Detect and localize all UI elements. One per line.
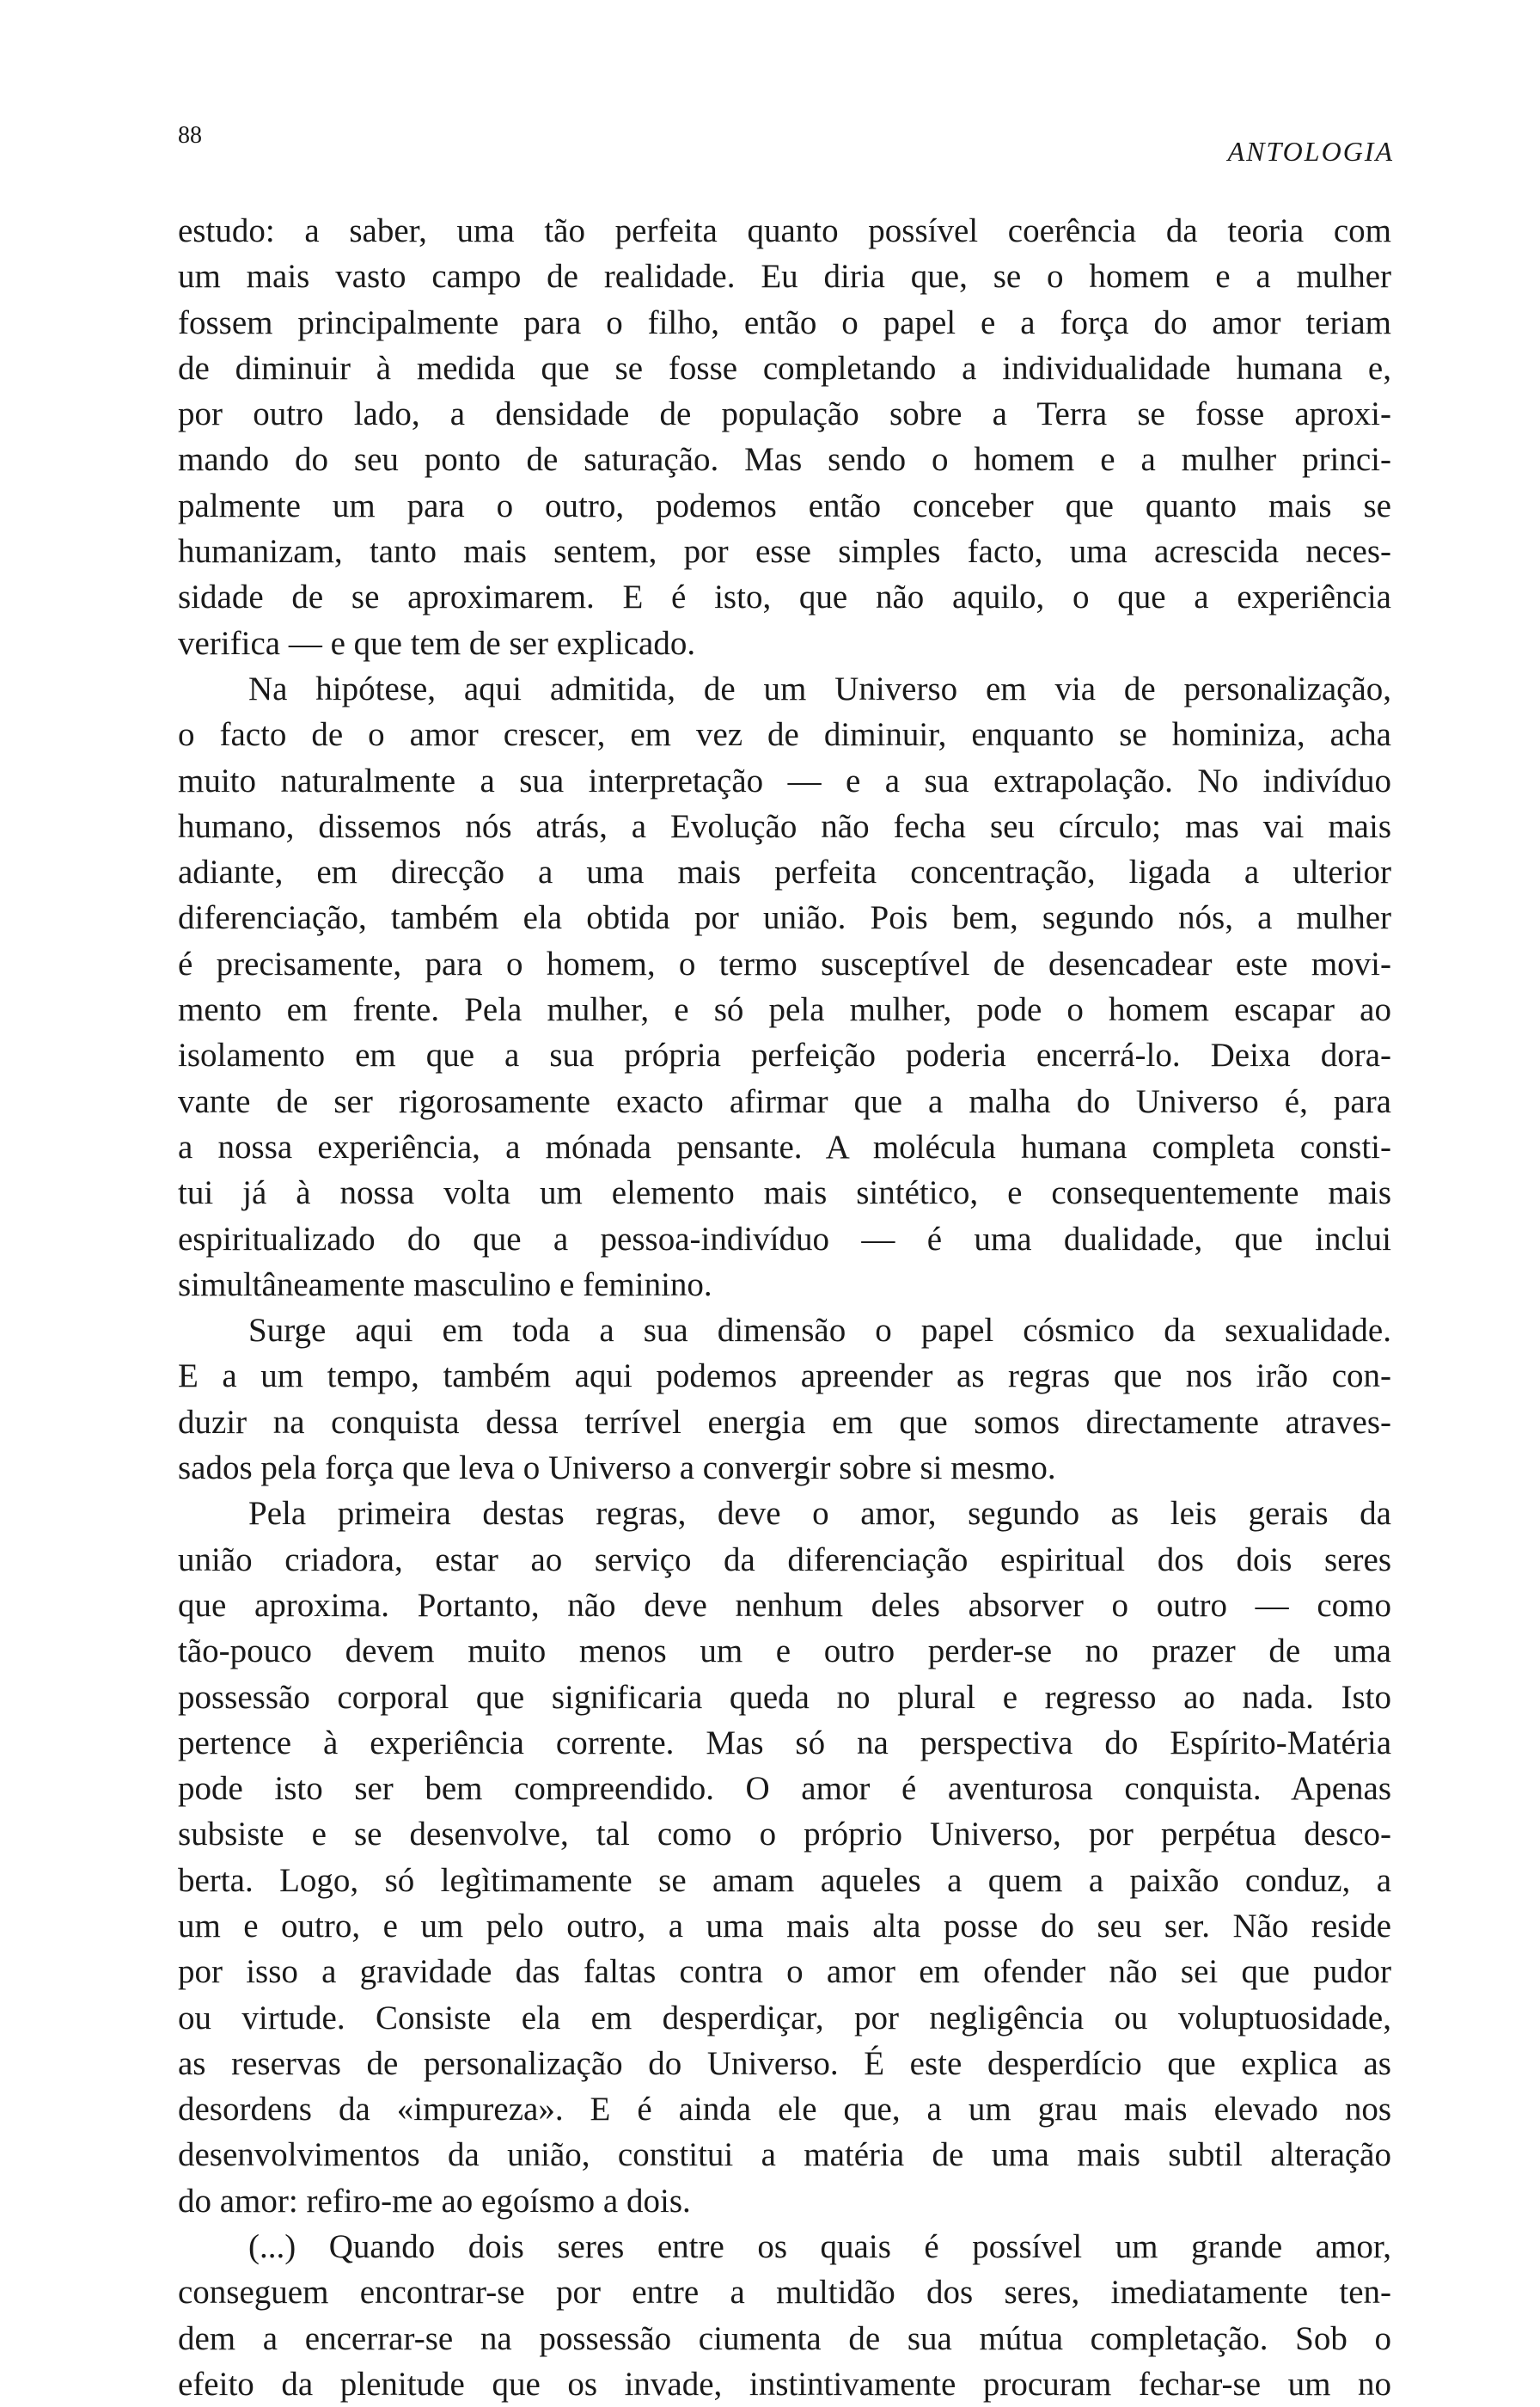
text-line: ou virtude. Consiste ela em desperdiçar, por negligência ou voluptuosidade, — [178, 1999, 1391, 2036]
text-line: possessão corporal que significaria queda no plural e regresso ao nada. Isto — [178, 1678, 1391, 1716]
text-line: diferenciação, também ela obtida por união. Pois bem, segundo nós, a mulher — [178, 899, 1391, 937]
body-text — [178, 208, 1391, 2407]
text-line: de diminuir à medida que se fosse completando a individualidade humana e, — [178, 349, 1391, 387]
text-line: muito naturalmente a sua interpretação — e a sua extrapolação. No indivíduo — [178, 762, 1391, 799]
text-line: tão-pouco devem muito menos um e outro perder-se no prazer de uma — [178, 1632, 1391, 1670]
text-line: um e outro, e um pelo outro, a uma mais alta posse do seu ser. Não reside — [178, 1907, 1391, 1945]
text-line: verifica — e que tem de ser explicado. — [178, 624, 696, 662]
text-line: o facto de o amor crescer, em vez de diminuir, enquanto se hominiza, acha — [178, 716, 1391, 754]
text-line: espiritualizado do que a pessoa-indivíduo — é uma dualidade, que inclui — [178, 1220, 1391, 1258]
text-line: (...) Quando dois seres entre os quais é possível um grande amor, — [248, 2228, 1391, 2266]
text-line: as reservas de personalização do Universo. É este desperdício que explica as — [178, 2044, 1391, 2082]
text-line: vante de ser rigorosamente exacto afirmar que a malha do Universo é, para — [178, 1082, 1391, 1120]
text-line: duzir na conquista dessa terrível energia em que somos directamente atraves- — [178, 1403, 1391, 1441]
text-line: Surge aqui em toda a sua dimensão o papel cósmico da sexualidade. — [248, 1312, 1391, 1350]
text-line: a nossa experiência, a mónada pensante. A molécula humana completa consti- — [178, 1128, 1391, 1166]
text-line: berta. Logo, só legìtimamente se amam aqueles a quem a paixão conduz, a — [178, 1861, 1391, 1899]
text-line: é precisamente, para o homem, o termo susceptível de desencadear este movi- — [178, 945, 1391, 983]
text-line: adiante, em direcção a uma mais perfeita concentração, ligada a ulterior — [178, 854, 1391, 891]
text-line: isolamento em que a sua própria perfeição poderia encerrá-lo. Deixa dora- — [178, 1037, 1391, 1075]
text-line: mando do seu ponto de saturação. Mas sendo o homem e a mulher princi- — [178, 441, 1391, 479]
text-line: humano, dissemos nós atrás, a Evolução não fecha seu círculo; mas vai mais — [178, 807, 1391, 845]
text-line: que aproxima. Portanto, não deve nenhum deles absorver o outro — como — [178, 1586, 1391, 1624]
text-line: E a um tempo, também aqui podemos apreender as regras que nos irão con- — [178, 1357, 1391, 1395]
text-line: pertence à experiência corrente. Mas só na perspectiva do Espírito-Matéria — [178, 1724, 1391, 1761]
text-line: efeito da plenitude que os invade, instintivamente procuram fechar-se um no — [178, 2365, 1391, 2403]
text-line: pode isto ser bem compreendido. O amor é aventurosa conquista. Apenas — [178, 1770, 1391, 1808]
text-line: subsiste e se desenvolve, tal como o próprio Universo, por perpétua desco- — [178, 1816, 1391, 1853]
text-line: sidade de se aproximarem. E é isto, que não aquilo, o que a experiência — [178, 579, 1391, 616]
text-line: desordens da «impureza». E é ainda ele que, a um grau mais elevado nos — [178, 2091, 1391, 2128]
text-line: humanizam, tanto mais sentem, por esse simples facto, uma acrescida neces- — [178, 533, 1391, 571]
text-line: por isso a gravidade das faltas contra o amor em ofender não sei que pudor — [178, 1953, 1391, 1991]
running-title: ANTOLOGIA — [1227, 136, 1394, 167]
page-number: 88 — [178, 122, 202, 149]
text-line: dem a encerrar-se na possessão ciumenta de sua mútua completação. Sob o — [178, 2319, 1391, 2357]
text-line: por outro lado, a densidade de população sobre a Terra se fosse aproxi- — [178, 395, 1391, 433]
text-line: mento em frente. Pela mulher, e só pela mulher, pode o homem escapar ao — [178, 991, 1391, 1029]
text-line: união criadora, estar ao serviço da diferenciação espiritual dos dois seres — [178, 1540, 1391, 1578]
text-line: estudo: a saber, uma tão perfeita quanto possível coerência da teoria com — [178, 212, 1391, 249]
text-line: Pela primeira destas regras, deve o amor, segundo as leis gerais da — [248, 1495, 1391, 1533]
text-line: palmente um para o outro, podemos então conceber que quanto mais se — [178, 487, 1391, 524]
text-line: conseguem encontrar-se por entre a multidão dos seres, imediatamente ten- — [178, 2274, 1391, 2312]
text-line: sados pela força que leva o Universo a convergir sobre si mesmo. — [178, 1449, 1056, 1487]
text-line: fossem principalmente para o filho, então o papel e a força do amor teriam — [178, 303, 1391, 341]
text-line: do amor: refiro-me ao egoísmo a dois. — [178, 2182, 691, 2220]
text-line: Na hipótese, aqui admitida, de um Universo em via de personalização, — [248, 670, 1391, 707]
text-line: um mais vasto campo de realidade. Eu diria que, se o homem e a mulher — [178, 258, 1391, 296]
text-line: desenvolvimentos da união, constitui a matéria de uma mais subtil alteração — [178, 2136, 1391, 2174]
text-line: tui já à nossa volta um elemento mais sintético, e consequentemente mais — [178, 1174, 1391, 1212]
text-line: simultâneamente masculino e feminino. — [178, 1265, 712, 1303]
